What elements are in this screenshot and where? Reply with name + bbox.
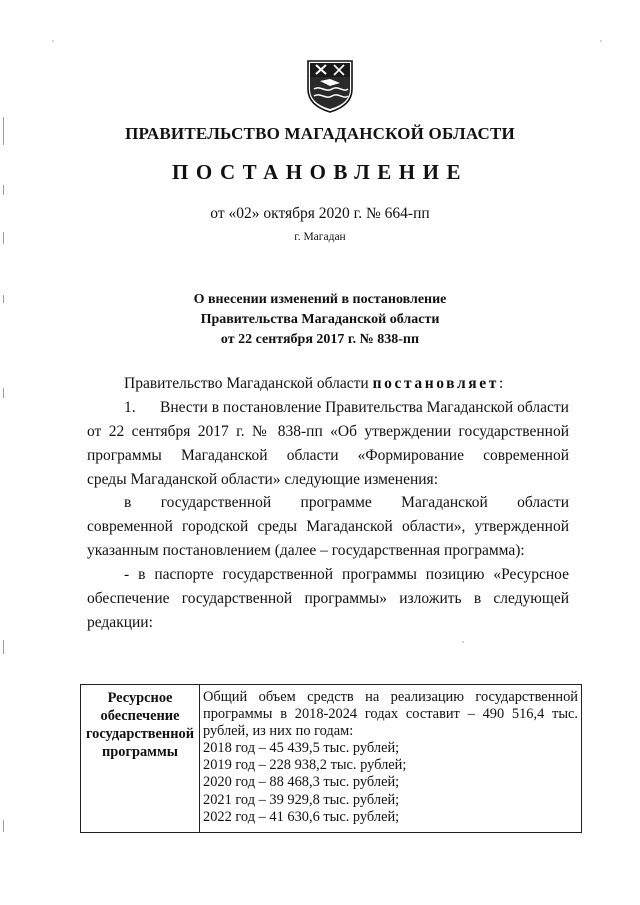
intro-lead-text: Правительство Магаданской области	[124, 375, 373, 392]
item-1-text: Внести в постановление Правительства Магаданской области	[160, 398, 569, 416]
coat-of-arms-icon	[306, 59, 354, 113]
resource-label-line: государственной	[85, 726, 195, 742]
year-funding-line: 2019 год – 228 938,2 тыс. рублей;	[203, 757, 407, 774]
item-1-line: программы Магаданской области «Формирование современной	[87, 446, 569, 464]
item-1-line: среды Магаданской области» следующие изменения:	[87, 470, 438, 488]
resource-label-cell	[81, 685, 200, 833]
scan-edge-mark	[3, 640, 4, 654]
government-title: ПРАВИТЕЛЬСТВО МАГАДАНСКОЙ ОБЛАСТИ	[125, 124, 515, 143]
intro-keyword: постановляет	[372, 375, 499, 392]
year-funding-line: 2021 год – 39 929,8 тыс. рублей;	[203, 791, 400, 808]
document-body	[87, 372, 569, 635]
resource-text-line: рублей, из них по годам:	[203, 723, 354, 740]
subject-line: от 22 сентября 2017 г. № 838-пп	[220, 332, 420, 347]
resource-content-cell	[200, 685, 582, 833]
document-date-number: от «02» октября 2020 г. № 664-пп	[210, 205, 430, 222]
paragraph-3-line: редакции:	[87, 613, 153, 631]
item-1-number: 1.	[124, 398, 136, 416]
year-funding-line: 2020 год – 88 468,3 тыс. рублей;	[203, 774, 400, 791]
table-row	[81, 685, 582, 833]
document-city: г. Магадан	[294, 231, 346, 243]
resource-text-line: Общий объем средств на реализацию государственной	[203, 689, 578, 705]
resource-label-line: Ресурсное	[107, 690, 173, 706]
intro-colon: :	[498, 375, 504, 392]
resource-provision-table	[80, 684, 582, 833]
subject-line: О внесении изменений в постановление	[193, 292, 447, 307]
scan-edge-mark	[3, 820, 4, 832]
scan-dust	[462, 641, 464, 643]
item-1-line: от 22 сентября 2017 г. № 838-пп «Об утверждении государственной	[87, 422, 569, 440]
scan-dust	[52, 40, 54, 42]
item-1-first-line	[87, 396, 569, 420]
year-funding-line: 2022 год – 41 630,6 тыс. рублей;	[203, 808, 400, 825]
scan-edge-mark	[3, 388, 4, 398]
document-subject	[0, 290, 640, 350]
intro-paragraph	[87, 372, 569, 396]
resource-label-line: обеспечение	[100, 708, 180, 724]
document-type-title: ПОСТАНОВЛЕНИЕ	[172, 160, 468, 184]
year-funding-line: 2018 год – 45 439,5 тыс. рублей;	[203, 740, 400, 757]
paragraph-2-line: указанным постановлением (далее – государственная программа):	[87, 542, 525, 560]
resource-text-line: программы в 2018-2024 годах составит – 490 516,4 тыс.	[203, 706, 578, 723]
paragraph-3-line: - в паспорте государственной программы позицию «Ресурсное	[124, 566, 569, 584]
scan-edge-mark	[3, 185, 4, 195]
scan-dust	[600, 40, 602, 42]
paragraph-2-line: современной городской среды Магаданской области», утвержденной	[87, 518, 569, 536]
subject-line: Правительства Магаданской области	[200, 312, 440, 327]
resource-label-line: программы	[101, 744, 179, 760]
paragraph-2-line: в государственной программе Магаданской области	[124, 494, 569, 512]
paragraph-3-line: обеспечение государственной программы» изложить в следующей	[87, 590, 569, 608]
